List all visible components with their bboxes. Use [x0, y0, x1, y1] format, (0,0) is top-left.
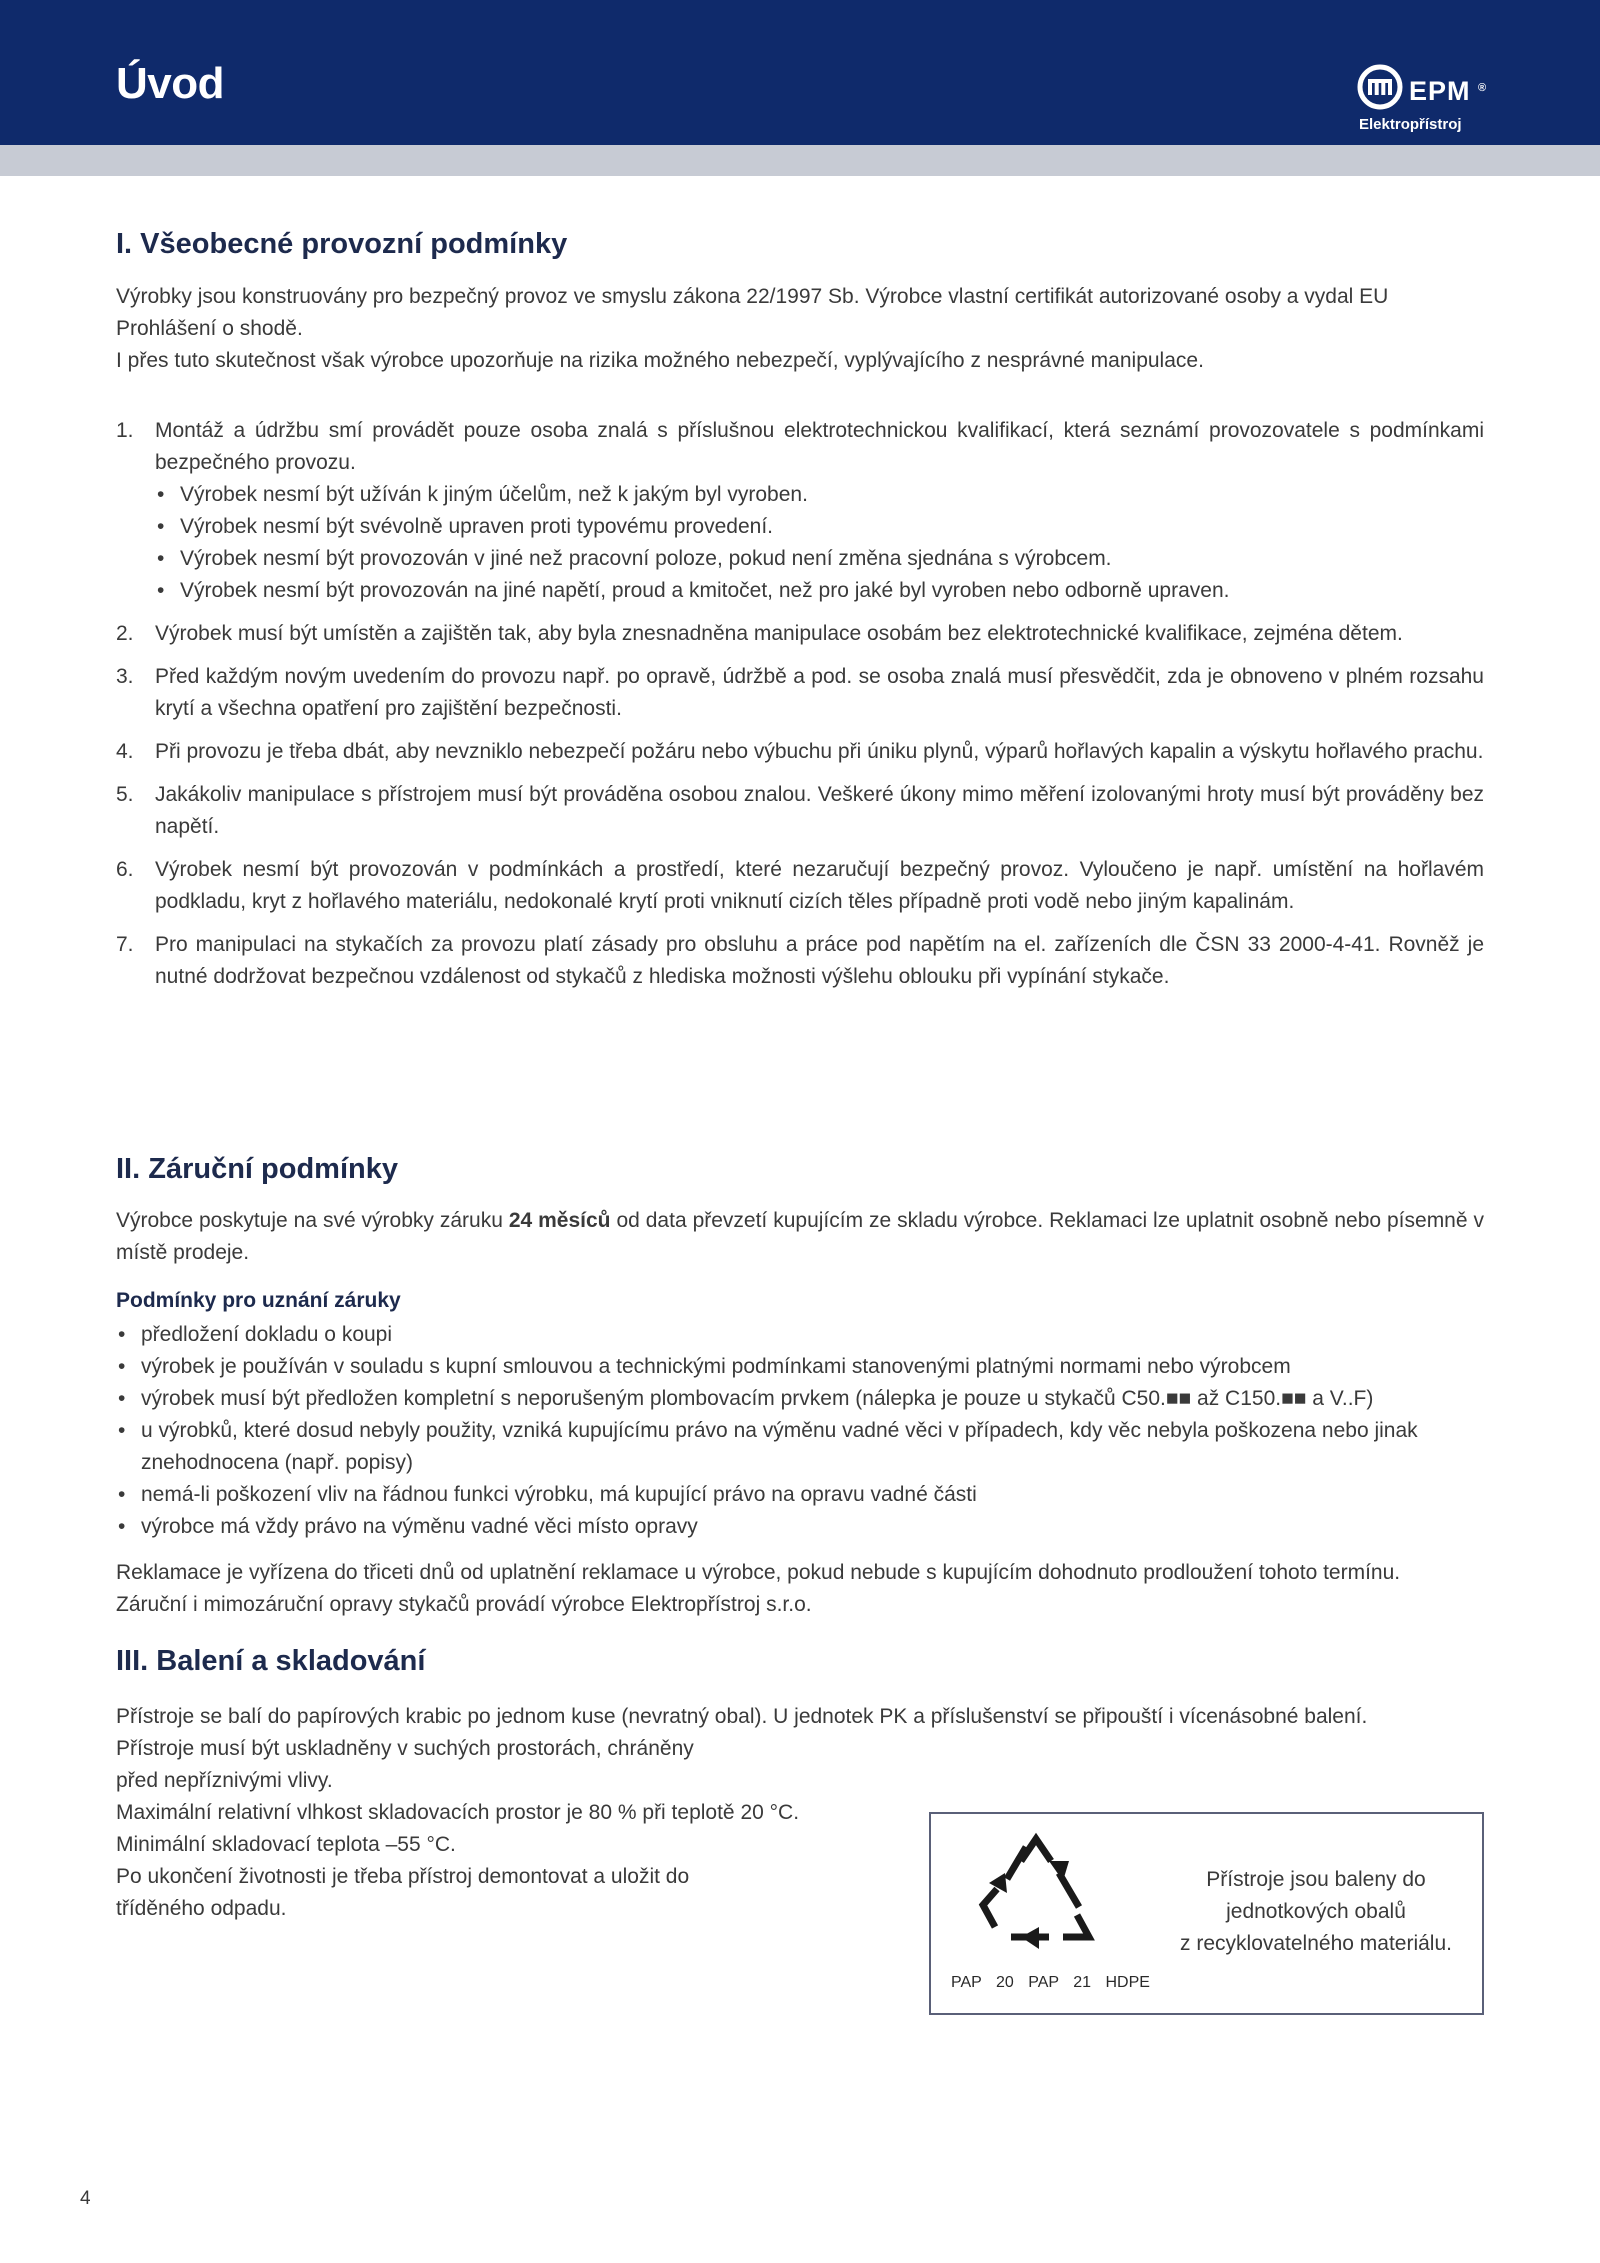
- page-header: [0, 0, 1600, 145]
- rule-text: Před každým novým uvedením do provozu např. po opravě, údržbě a pod. se osoba znalá musí přesvědčit, zda je obnoveno v plném rozsahu krytí a všechna opatření pro zajištění bezpečnosti.: [155, 665, 1484, 720]
- rules-list: [116, 415, 1484, 993]
- logo-registered-mark: ®: [1478, 82, 1487, 94]
- rule-number: 3.: [116, 665, 134, 688]
- recycling-note-line: z recyklovatelného materiálu.: [1180, 1932, 1452, 1955]
- claims-paragraph: [116, 1557, 1484, 1621]
- section-heading-warranty: II. Záruční podmínky: [116, 1153, 398, 1185]
- header-stripe: [0, 145, 1600, 176]
- condition-item: • nemá-li poškození vliv na řádnou funkci výrobku, má kupující právo na opravu vadné části: [116, 1479, 1484, 1511]
- rule-text: Výrobek musí být umístěn a zajištěn tak, aby byla znesnadněna manipulace osobám bez elektrotechnické kvalifikace, zejména dětem.: [155, 622, 1403, 645]
- warranty-text-end: od data převzetí kupujícím ze skladu výrobce. Reklamaci lze uplatnit osobně nebo písemně v místě prodeje.: [116, 1209, 1484, 1264]
- logo-name: EPM: [1409, 76, 1471, 106]
- recycling-note-line: Přístroje jsou baleny do: [1206, 1868, 1426, 1891]
- section-heading-general: I. Všeobecné provozní podmínky: [116, 228, 568, 260]
- condition-item: • výrobce má vždy právo na výměnu vadné věci místo opravy: [116, 1511, 1484, 1543]
- storage-line: Maximální relativní vlhkost skladovacích prostor je 80 % při teplotě 20 °C.: [116, 1801, 800, 1824]
- intro-paragraph: [116, 281, 1484, 377]
- rule-item: [116, 854, 1484, 918]
- rule-text: Při provozu je třeba dbát, aby nevzniklo nebezpečí požáru nebo výbuchu při úniku plynů, výparů hořlavých kapalin a výskytu hořlavého prachu.: [155, 740, 1484, 763]
- rule-subitem: • Výrobek nesmí být provozován v jiné než pracovní poloze, pokud není změna sjednána s výrobcem.: [155, 543, 1484, 575]
- condition-item: • výrobek je používán v souladu s kupní smlouvou a technickými podmínkami stanovenými platnými normami nebo výrobcem: [116, 1351, 1484, 1383]
- warranty-text-start: Výrobce poskytuje na své výrobky záruku: [116, 1209, 509, 1232]
- rule-item: [116, 929, 1484, 993]
- rule-subitem: • Výrobek nesmí být užíván k jiným účelům, než k jakým byl vyroben.: [155, 479, 1484, 511]
- rule-subitem: • Výrobek nesmí být provozován na jiné napětí, proud a kmitočet, než pro jaké byl vyroben nebo odborně upraven.: [155, 575, 1484, 607]
- rule-text: Jakákoliv manipulace s přístrojem musí být prováděna osobou znalou. Veškeré úkony mimo měření izolovanými hroty musí být prováděny bez napětí.: [155, 783, 1484, 838]
- condition-item: • u výrobků, které dosud nebyly použity, vzniká kupujícímu právo na výměnu vadné věci v případech, kdy věc nebyla poškozena nebo jinak znehodnocena (např. popisy): [116, 1415, 1484, 1479]
- storage-line: tříděného odpadu.: [116, 1897, 287, 1920]
- storage-line: Minimální skladovací teplota –55 °C.: [116, 1833, 456, 1856]
- recycling-info-box: [929, 1812, 1484, 2015]
- rule-text: Montáž a údržbu smí provádět pouze osoba znalá s příslušnou elektrotechnickou kvalifikací, která seznámí provozovatele s podmínkami bezpečného provozu.: [155, 419, 1484, 474]
- main-content: [116, 224, 1484, 1925]
- warranty-period: 24 měsíců: [508, 1209, 611, 1232]
- rule-number: 4.: [116, 740, 134, 763]
- storage-line: Po ukončení životnosti je třeba přístroj demontovat a uložit do: [116, 1865, 690, 1888]
- condition-item: • předložení dokladu o koupi: [116, 1319, 1484, 1351]
- rule-number: 1.: [116, 419, 134, 442]
- conditions-heading: Podmínky pro uznání záruky: [116, 1289, 401, 1312]
- rule-number: 7.: [116, 933, 134, 956]
- page-number: 4: [80, 2188, 91, 2209]
- recycling-note-line: jednotkových obalů: [1226, 1900, 1406, 1923]
- intro-text: Výrobky jsou konstruovány pro bezpečný provoz ve smyslu zákona 22/1997 Sb. Výrobce vlastní certifikát autorizované osoby a vydal EU Prohlášení o shodě.: [116, 285, 1389, 340]
- rule-text: Pro manipulaci na stykačích za provozu platí zásady pro obsluhu a práce pod napětím na el. zařízeních dle ČSN 33 2000-4-41. Rovněž je nutné dodržovat bezpečnou vzdálenost od stykačů z hlediska možnosti výšlehu oblouku při vypínání stykače.: [155, 933, 1484, 988]
- condition-item: • výrobek musí být předložen kompletní s neporušeným plombovacím prvkem (nálepka je pouze u stykačů C50.■■ až C150.■■ a V..F): [116, 1383, 1484, 1415]
- logo-subtitle: Elektropřístroj: [1359, 116, 1462, 133]
- rule-number: 5.: [116, 783, 134, 806]
- claims-deadline: Reklamace je vyřízena do třiceti dnů od uplatnění reklamace u výrobce, pokud nebude s kupujícím dohodnuto prodloužení tohoto termínu.: [116, 1561, 1401, 1584]
- rule-item: [116, 736, 1484, 768]
- storage-line: Přístroje musí být uskladněny v suchých prostorách, chráněny: [116, 1737, 694, 1760]
- rule-item: [116, 618, 1484, 650]
- storage-line: před nepříznivými vlivy.: [116, 1769, 333, 1792]
- rule-number: 2.: [116, 622, 134, 645]
- claims-repairs: Záruční i mimozáruční opravy stykačů provádí výrobce Elektropřístroj s.r.o.: [116, 1593, 812, 1616]
- rule-item: [116, 661, 1484, 725]
- page-title: Úvod: [116, 59, 224, 108]
- recycle-icon: [971, 1831, 1101, 1961]
- rule-text: Výrobek nesmí být provozován v podmínkách a prostředí, které nezaručují bezpečný provoz. Vyloučeno je např. umístění na hořlavém podkladu, kryt z hořlavého materiálu, nedokonalé krytí proti vniknutí cizích těles případně proti vodě nebo jiným kapalinám.: [155, 858, 1484, 913]
- epm-logo: [1357, 62, 1487, 142]
- rule-item: [116, 415, 1484, 607]
- epm-emblem-icon: [1357, 64, 1403, 110]
- warranty-paragraph: [116, 1205, 1484, 1269]
- rule-item: [116, 779, 1484, 843]
- storage-line: Přístroje se balí do papírových krabic po jednom kuse (nevratný obal). U jednotek PK a příslušenství se připouští i vícenásobné balení.: [116, 1705, 1368, 1728]
- rule-subitem: • Výrobek nesmí být svévolně upraven proti typovému provedení.: [155, 511, 1484, 543]
- recycling-note: [1166, 1864, 1466, 1960]
- section-heading-packaging: III. Balení a skladování: [116, 1645, 426, 1677]
- intro-warning: I přes tuto skutečnost však výrobce upozorňuje na rizika možného nebezpečí, vyplývajícího z nesprávné manipulace.: [116, 349, 1204, 372]
- conditions-list: [116, 1319, 1484, 1543]
- recycling-codes: PAP 20 PAP 21 HDPE: [951, 1974, 1150, 1991]
- rule-number: 6.: [116, 858, 134, 881]
- rule-sublist: [155, 479, 1484, 607]
